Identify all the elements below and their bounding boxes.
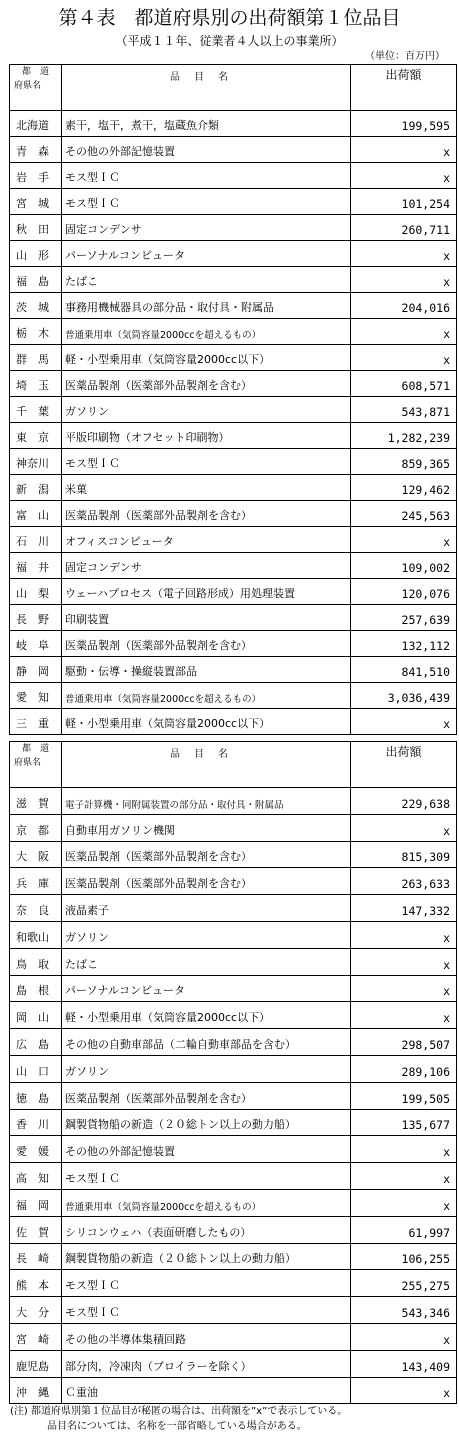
table-row	[10, 1377, 457, 1404]
prefecture-cell: 群 馬	[10, 345, 62, 371]
shipment-value-cell: 298,507	[351, 1029, 457, 1056]
shipment-value-cell: 199,595	[351, 111, 457, 137]
shipment-value-cell: x	[351, 241, 457, 267]
shipment-value-cell: 135,677	[351, 1109, 457, 1136]
shipment-value-cell: 199,505	[351, 1082, 457, 1109]
shipment-value-cell: 109,002	[351, 553, 457, 579]
item-name-cell: シリコンウェハ（表面研磨したもの）	[62, 1216, 351, 1243]
table-row	[10, 1189, 457, 1216]
shipment-value-cell: x	[351, 1136, 457, 1163]
item-name-cell: 平版印刷物（オフセット印刷物）	[62, 423, 351, 449]
item-name-cell: オフィスコンピュータ	[62, 527, 351, 553]
prefecture-cell: 秋 田	[10, 215, 62, 241]
item-name-cell: 軽・小型乗用車（気筒容量2000cc以下）	[62, 1002, 351, 1029]
prefecture-cell: 山 口	[10, 1055, 62, 1082]
item-name-cell: 普通乗用車（気筒容量2000ccを超えるもの）	[62, 319, 351, 345]
header-prefecture-line2: 府県名	[14, 758, 42, 768]
table-row	[10, 371, 457, 397]
shipment-value-cell: x	[351, 527, 457, 553]
prefecture-cell: 宮 城	[10, 189, 62, 215]
item-name-cell: モス型ＩＣ	[62, 189, 351, 215]
item-name-cell: モス型ＩＣ	[62, 449, 351, 475]
shipment-value-cell: 255,275	[351, 1270, 457, 1297]
item-name-cell: 素干，塩干，煮干，塩蔵魚介類	[62, 111, 351, 137]
shipment-value-cell: 245,563	[351, 501, 457, 527]
shipment-value-cell: x	[351, 921, 457, 948]
item-name-cell: 固定コンデンサ	[62, 215, 351, 241]
shipment-value-cell: x	[351, 1189, 457, 1216]
header-row	[10, 65, 457, 111]
shipment-value-cell: 143,409	[351, 1350, 457, 1377]
prefecture-cell: 熊 本	[10, 1270, 62, 1297]
table-row	[10, 1323, 457, 1350]
table-row	[10, 605, 457, 631]
shipment-value-cell: 129,462	[351, 475, 457, 501]
item-name-cell: パーソナルコンピュータ	[62, 241, 351, 267]
table-row	[10, 1055, 457, 1082]
table-row	[10, 1297, 457, 1324]
table-row	[10, 1350, 457, 1377]
table-row	[10, 579, 457, 605]
shipment-value-cell: 3,036,439	[351, 683, 457, 709]
item-name-cell: その他の外部記憶装置	[62, 137, 351, 163]
shipment-value-cell: x	[351, 1377, 457, 1404]
shipment-value-cell: 229,638	[351, 788, 457, 815]
item-name-cell: 電子計算機・同附属装置の部分品・取付具・附属品	[62, 788, 351, 815]
table-row	[10, 1270, 457, 1297]
prefecture-cell: 徳 島	[10, 1082, 62, 1109]
table-row	[10, 1109, 457, 1136]
item-name-cell: モス型ＩＣ	[62, 1297, 351, 1324]
item-name-cell: 液晶素子	[62, 895, 351, 922]
table-row	[10, 1163, 457, 1190]
page-subtitle: （平成１１年、従業者４人以上の事業所）	[115, 34, 344, 48]
table-row	[10, 1243, 457, 1270]
table-row	[10, 423, 457, 449]
prefecture-cell: 岩 手	[10, 163, 62, 189]
prefecture-cell: 滋 賀	[10, 788, 62, 815]
table-row	[10, 895, 457, 922]
prefecture-cell: 愛 知	[10, 683, 62, 709]
shipment-value-cell: 289,106	[351, 1055, 457, 1082]
table-row	[10, 553, 457, 579]
table-row	[10, 1216, 457, 1243]
item-name-cell: モス型ＩＣ	[62, 1163, 351, 1190]
table-row	[10, 631, 457, 657]
item-name-cell: 固定コンデンサ	[62, 553, 351, 579]
item-name-cell: ガソリン	[62, 397, 351, 423]
table-row	[10, 475, 457, 501]
prefecture-cell: 岐 阜	[10, 631, 62, 657]
shipment-value-cell: 841,510	[351, 657, 457, 683]
table-row	[10, 814, 457, 841]
item-name-cell: 軽・小型乗用車（気筒容量2000cc以下）	[62, 709, 351, 735]
item-name-cell: モス型ＩＣ	[62, 1270, 351, 1297]
table-row	[10, 1136, 457, 1163]
prefecture-cell: 山 梨	[10, 579, 62, 605]
prefecture-cell: 石 川	[10, 527, 62, 553]
shipment-value-cell: 106,255	[351, 1243, 457, 1270]
prefecture-cell: 長 崎	[10, 1243, 62, 1270]
shipment-value-cell: x	[351, 709, 457, 735]
prefecture-cell: 茨 城	[10, 293, 62, 319]
prefecture-cell: 新 潟	[10, 475, 62, 501]
prefecture-cell: 埼 玉	[10, 371, 62, 397]
item-name-cell: ガソリン	[62, 921, 351, 948]
item-name-cell: モス型ＩＣ	[62, 163, 351, 189]
header-item-name: 品目名	[62, 65, 351, 111]
prefecture-cell: 和歌山	[10, 921, 62, 948]
shipment-value-cell: 147,332	[351, 895, 457, 922]
prefecture-cell: 山 形	[10, 241, 62, 267]
prefecture-cell: 沖 縄	[10, 1377, 62, 1404]
table-row	[10, 267, 457, 293]
footnote-2: 品目名については、名称を一部省略している場合がある。	[47, 1421, 307, 1432]
table-row	[10, 449, 457, 475]
prefecture-cell: 北海道	[10, 111, 62, 137]
prefecture-cell: 大 阪	[10, 841, 62, 868]
table-row	[10, 709, 457, 735]
table-row	[10, 948, 457, 975]
shipment-value-cell: 543,871	[351, 397, 457, 423]
header-prefecture-line1: 都 道	[22, 67, 50, 77]
prefecture-cell: 高 知	[10, 1163, 62, 1190]
table-row	[10, 163, 457, 189]
item-name-cell: その他の外部記憶装置	[62, 1136, 351, 1163]
shipment-value-cell: 543,346	[351, 1297, 457, 1324]
table-row	[10, 1029, 457, 1056]
shipment-value-cell: x	[351, 814, 457, 841]
table-row	[10, 293, 457, 319]
shipment-value-cell: 61,997	[351, 1216, 457, 1243]
page-title: 第４表 都道府県別の出荷額第１位品目	[58, 7, 401, 29]
shipment-value-cell: x	[351, 1163, 457, 1190]
item-name-cell: 医薬品製剤（医薬部外品製剤を含む）	[62, 631, 351, 657]
item-name-cell: たばこ	[62, 948, 351, 975]
shipment-value-cell: x	[351, 345, 457, 371]
shipment-value-cell: x	[351, 137, 457, 163]
shipment-value-cell: x	[351, 1323, 457, 1350]
prefecture-cell: 広 島	[10, 1029, 62, 1056]
table-row	[10, 1082, 457, 1109]
shipment-value-cell: 204,016	[351, 293, 457, 319]
prefecture-cell: 京 都	[10, 814, 62, 841]
prefecture-cell: 東 京	[10, 423, 62, 449]
item-name-cell: ガソリン	[62, 1055, 351, 1082]
table-row	[10, 215, 457, 241]
prefecture-cell: 福 島	[10, 267, 62, 293]
item-name-cell: ウェーハプロセス（電子回路形成）用処理装置	[62, 579, 351, 605]
prefecture-cell: 香 川	[10, 1109, 62, 1136]
shipment-value-cell: 101,254	[351, 189, 457, 215]
item-name-cell: 普通乗用車（気筒容量2000ccを超えるもの）	[62, 683, 351, 709]
table-row	[10, 841, 457, 868]
table-row	[10, 137, 457, 163]
table-row	[10, 788, 457, 815]
prefecture-cell: 長 野	[10, 605, 62, 631]
footnote-1: (注) 都道府県別第１位品目が秘匿の場合は、出荷額を”x”で表示している。	[10, 1406, 348, 1417]
prefecture-cell: 三 重	[10, 709, 62, 735]
table-row	[10, 868, 457, 895]
prefecture-cell: 静 岡	[10, 657, 62, 683]
table-row	[10, 241, 457, 267]
shipment-value-cell: 257,639	[351, 605, 457, 631]
item-name-cell: 医薬品製剤（医薬部外品製剤を含む）	[62, 841, 351, 868]
item-name-cell: 医薬品製剤（医薬部外品製剤を含む）	[62, 501, 351, 527]
item-name-cell: 医薬品製剤（医薬部外品製剤を含む）	[62, 868, 351, 895]
item-name-cell: 部分肉，冷凍肉（ブロイラーを除く）	[62, 1350, 351, 1377]
prefecture-cell: 島 根	[10, 975, 62, 1002]
item-name-cell: 鋼製貨物船の新造（２０総トン以上の動力船）	[62, 1243, 351, 1270]
shipment-value-cell: 132,112	[351, 631, 457, 657]
unit-label: （単位：百万円）	[365, 51, 445, 62]
prefecture-cell: 岡 山	[10, 1002, 62, 1029]
item-name-cell: その他の半導体集積回路	[62, 1323, 351, 1350]
header-prefecture-line2: 府県名	[14, 81, 42, 91]
shipments-table-1	[9, 64, 457, 735]
prefecture-cell: 富 山	[10, 501, 62, 527]
header-prefecture	[10, 65, 62, 111]
item-name-cell: 米菓	[62, 475, 351, 501]
prefecture-cell: 宮 崎	[10, 1323, 62, 1350]
item-name-cell: 軽・小型乗用車（気筒容量2000cc以下）	[62, 345, 351, 371]
prefecture-cell: 青 森	[10, 137, 62, 163]
table-row	[10, 527, 457, 553]
prefecture-cell: 愛 媛	[10, 1136, 62, 1163]
header-prefecture	[10, 742, 62, 788]
table-row	[10, 683, 457, 709]
prefecture-cell: 千 葉	[10, 397, 62, 423]
table-row	[10, 501, 457, 527]
table-row	[10, 975, 457, 1002]
prefecture-cell: 鹿児島	[10, 1350, 62, 1377]
shipment-value-cell: x	[351, 1002, 457, 1029]
prefecture-cell: 栃 木	[10, 319, 62, 345]
shipment-value-cell: 263,633	[351, 868, 457, 895]
table-row	[10, 397, 457, 423]
shipment-value-cell: x	[351, 975, 457, 1002]
item-name-cell: 駆動・伝導・操縦装置部品	[62, 657, 351, 683]
prefecture-cell: 奈 良	[10, 895, 62, 922]
item-name-cell: 自動車用ガソリン機関	[62, 814, 351, 841]
table-row	[10, 111, 457, 137]
table-row	[10, 921, 457, 948]
prefecture-cell: 神奈川	[10, 449, 62, 475]
header-shipment-value: 出荷額	[351, 742, 457, 788]
item-name-cell: 印刷装置	[62, 605, 351, 631]
shipment-value-cell: 859,365	[351, 449, 457, 475]
item-name-cell: 医薬品製剤（医薬部外品製剤を含む）	[62, 371, 351, 397]
prefecture-cell: 福 岡	[10, 1189, 62, 1216]
header-item-name: 品目名	[62, 742, 351, 788]
shipment-value-cell: x	[351, 948, 457, 975]
table-row	[10, 319, 457, 345]
shipments-table-2	[9, 741, 457, 1404]
shipment-value-cell: 608,571	[351, 371, 457, 397]
header-prefecture-line1: 都 道	[22, 744, 50, 754]
item-name-cell: その他の自動車部品（二輪自動車部品を含む）	[62, 1029, 351, 1056]
item-name-cell: 事務用機械器具の部分品・取付具・附属品	[62, 293, 351, 319]
table-row	[10, 657, 457, 683]
prefecture-cell: 鳥 取	[10, 948, 62, 975]
table-row	[10, 1002, 457, 1029]
prefecture-cell: 佐 賀	[10, 1216, 62, 1243]
prefecture-cell: 福 井	[10, 553, 62, 579]
table-row	[10, 189, 457, 215]
header-row	[10, 742, 457, 788]
shipment-value-cell: 260,711	[351, 215, 457, 241]
item-name-cell: 普通乗用車（気筒容量2000ccを超えるもの）	[62, 1189, 351, 1216]
table-row	[10, 345, 457, 371]
prefecture-cell: 大 分	[10, 1297, 62, 1324]
shipment-value-cell: 1,282,239	[351, 423, 457, 449]
item-name-cell: 鋼製貨物船の新造（２０総トン以上の動力船）	[62, 1109, 351, 1136]
shipment-value-cell: x	[351, 163, 457, 189]
shipment-value-cell: 815,309	[351, 841, 457, 868]
header-shipment-value: 出荷額	[351, 65, 457, 111]
item-name-cell: パーソナルコンピュータ	[62, 975, 351, 1002]
item-name-cell: 医薬品製剤（医薬部外品製剤を含む）	[62, 1082, 351, 1109]
shipment-value-cell: x	[351, 319, 457, 345]
shipment-value-cell: 120,076	[351, 579, 457, 605]
prefecture-cell: 兵 庫	[10, 868, 62, 895]
shipment-value-cell: x	[351, 267, 457, 293]
item-name-cell: Ｃ重油	[62, 1377, 351, 1404]
item-name-cell: たばこ	[62, 267, 351, 293]
